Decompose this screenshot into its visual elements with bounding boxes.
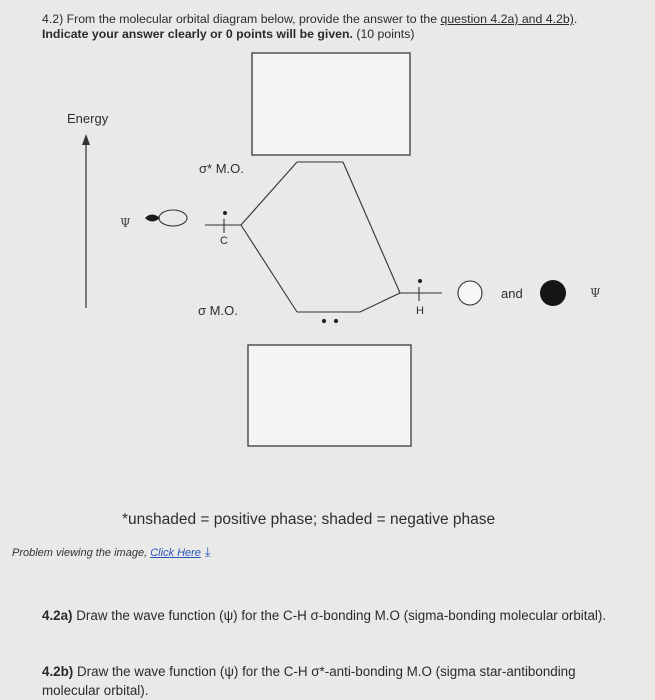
sigma-label: σ M.O. <box>198 303 238 318</box>
question-link[interactable]: question 4.2a) and 4.2b) <box>440 12 574 26</box>
question-4-2a <box>42 606 632 625</box>
s-orbital-unshaded <box>458 281 482 305</box>
psi-right: Ψ <box>590 286 601 300</box>
connector-c-sigma-star <box>241 162 297 225</box>
question-b-label: 4.2b) <box>42 664 74 679</box>
question-4-2b <box>42 662 632 700</box>
energy-arrow-icon <box>82 134 90 145</box>
sigma-electron-2 <box>334 319 338 323</box>
carbon-label: C <box>220 235 228 247</box>
s-orbital-shaded <box>540 280 566 306</box>
sigma-star-label: σ* M.O. <box>199 161 244 176</box>
sigma-electron-1 <box>322 319 326 323</box>
points-text: (10 points) <box>356 27 415 41</box>
hydrogen-label: H <box>416 305 424 317</box>
instruction-text: Indicate your answer clearly or 0 points will be given. <box>42 27 353 41</box>
p-orbital-shaded-lobe <box>145 215 160 222</box>
psi-left: Ψ <box>120 216 131 230</box>
p-orbital-unshaded-lobe <box>159 210 187 226</box>
problem-viewing <box>12 544 211 560</box>
energy-label: Energy <box>67 111 109 126</box>
question-prefix: 4.2) From the molecular orbital diagram below, provide the answer to the <box>42 12 441 26</box>
question-a-text: Draw the wave function (ψ) for the C-H σ-bonding M.O (sigma-bonding molecular orbital). <box>72 608 607 623</box>
answer-box-sigma[interactable] <box>248 345 411 446</box>
hydrogen-electron <box>418 279 422 283</box>
problem-text: Problem viewing the image, <box>12 547 148 559</box>
question-a-label: 4.2a) <box>42 608 73 623</box>
answer-box-sigma-star[interactable] <box>252 53 410 155</box>
question-b-text: Draw the wave function (ψ) for the C-H σ*-anti-bonding M.O (sigma star-antibonding molecular orbital). <box>42 664 576 698</box>
connector-h-sigma-star <box>343 162 400 293</box>
connector-c-sigma <box>241 225 297 312</box>
download-arrow-icon[interactable]: ⤓ <box>204 544 211 559</box>
click-here-link[interactable]: Click Here <box>150 547 201 559</box>
connector-h-sigma <box>360 293 400 312</box>
question-suffix: . <box>573 12 578 26</box>
carbon-electron <box>223 211 227 215</box>
phase-legend: *unshaded = positive phase; shaded = negative phase <box>122 511 496 528</box>
and-label: and <box>501 286 523 301</box>
